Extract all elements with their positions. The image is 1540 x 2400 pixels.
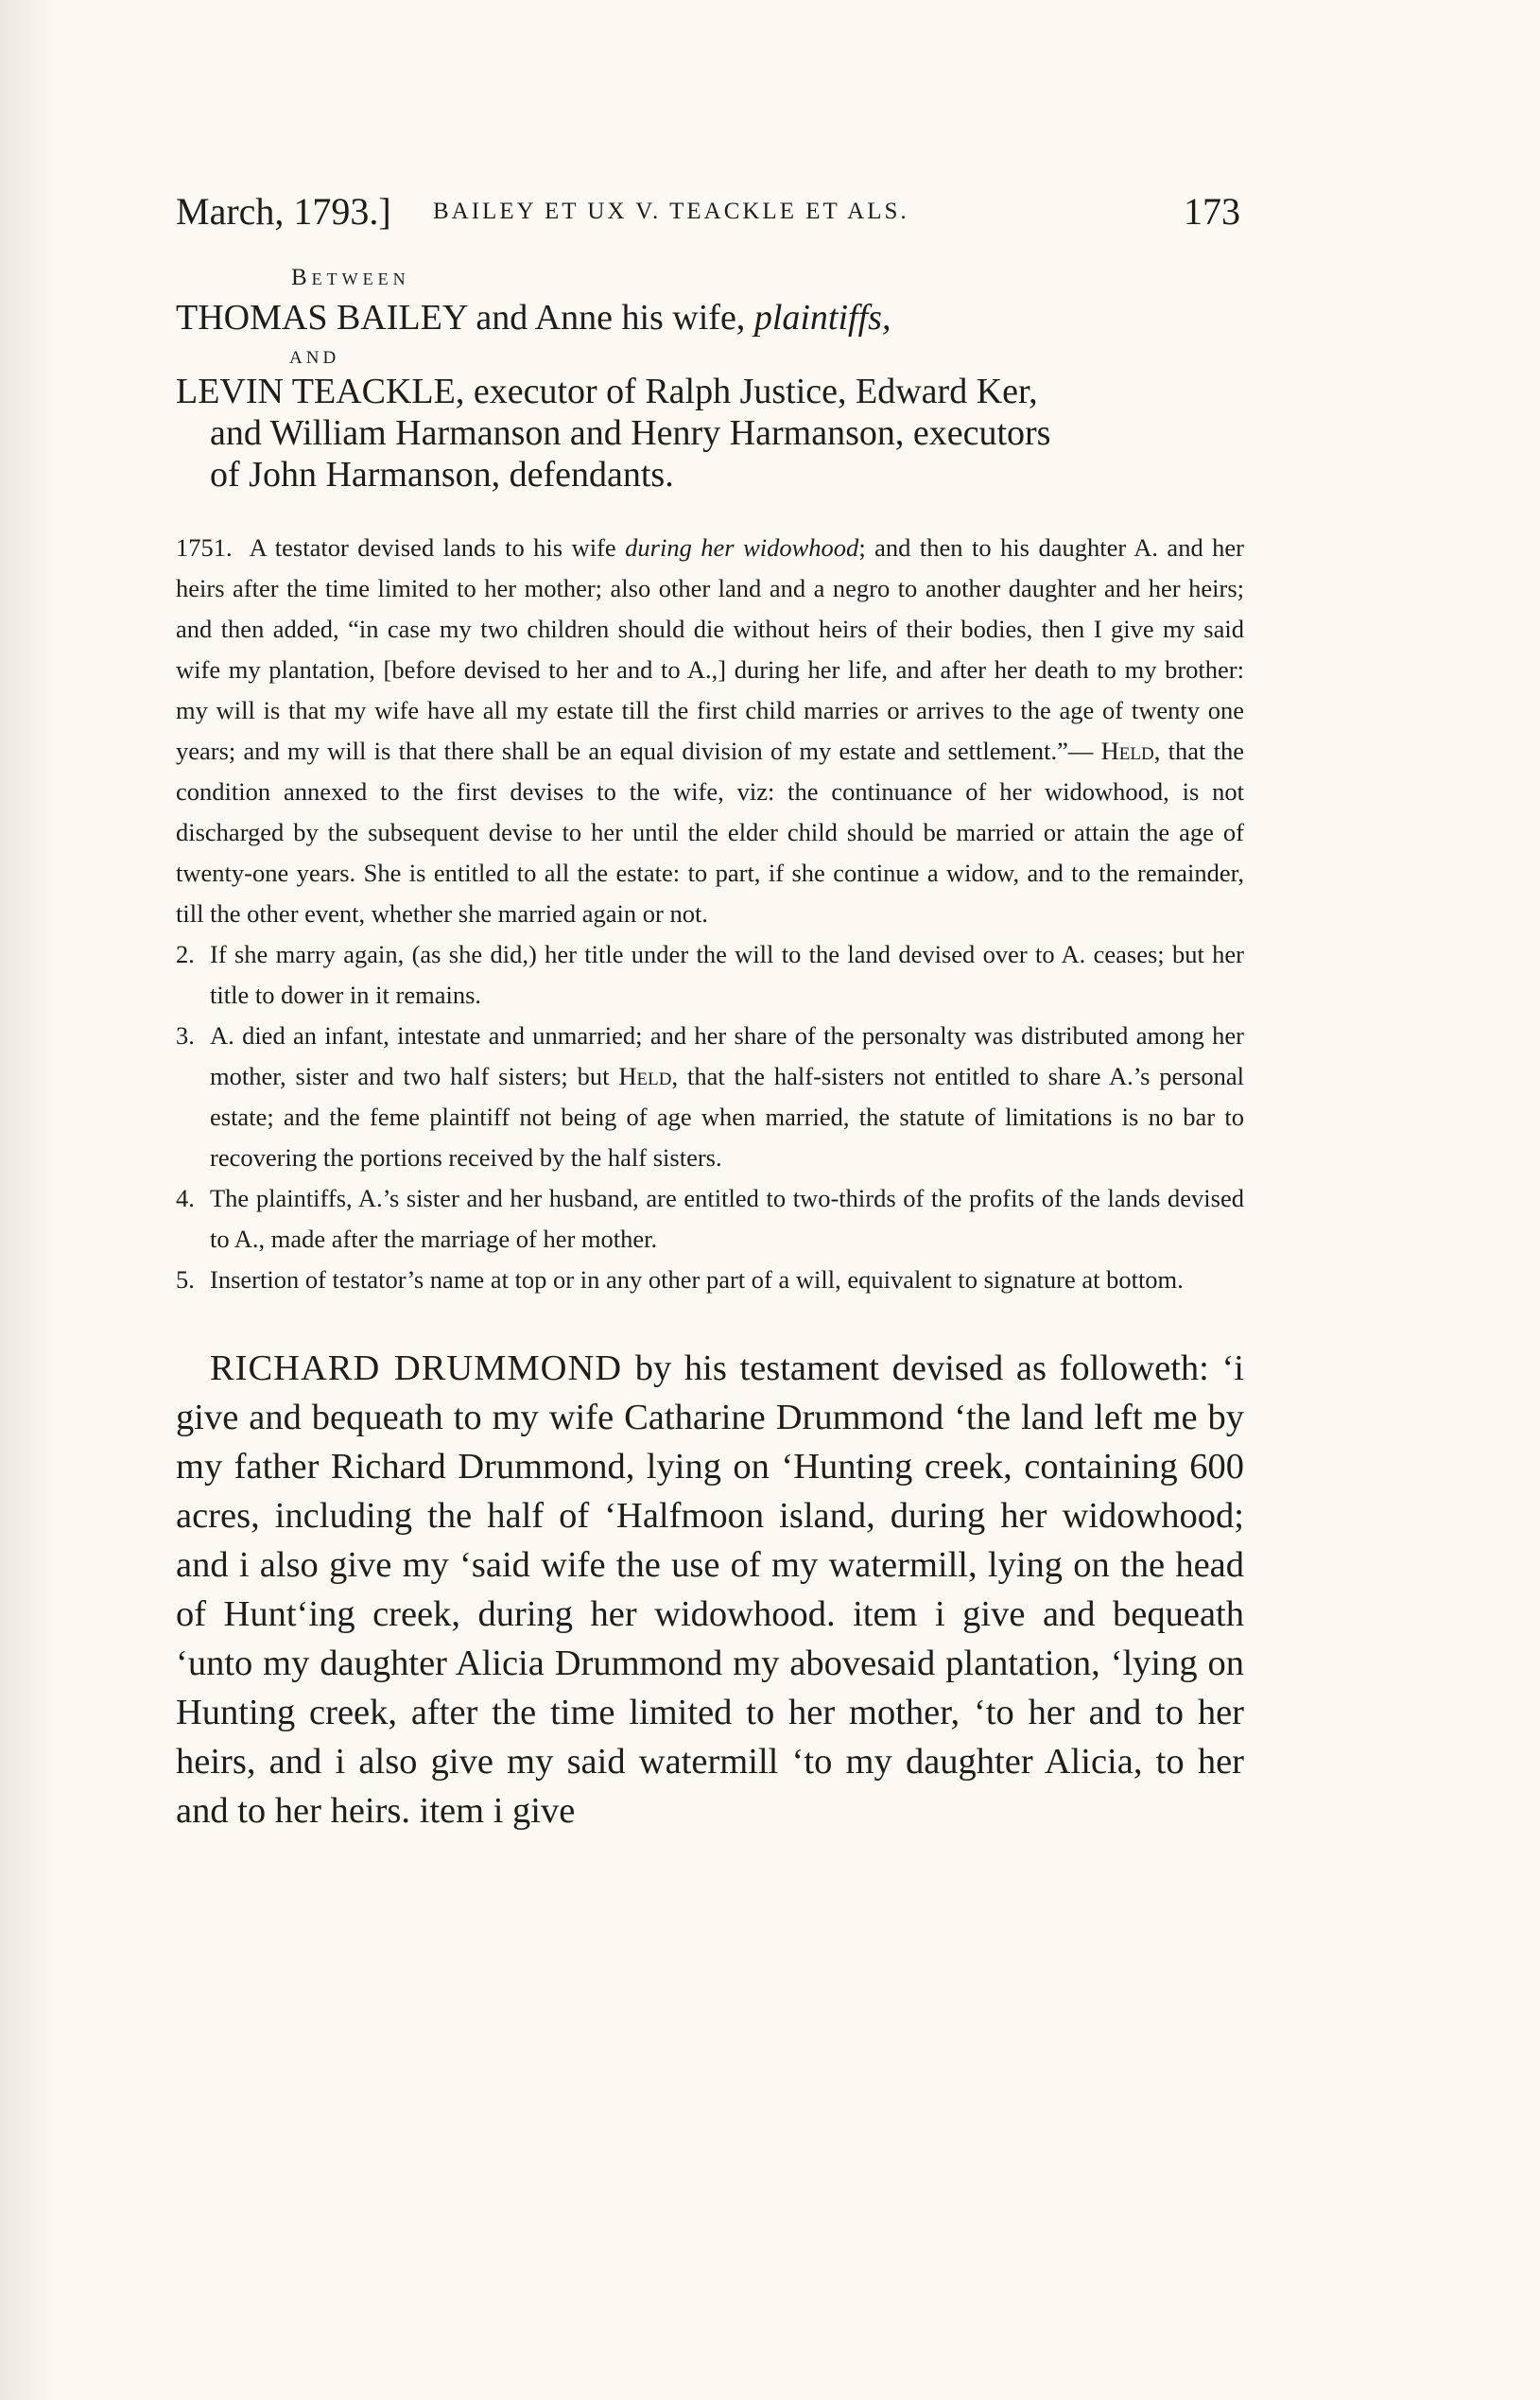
syllabus-text: A testator devised lands to his wife bbox=[249, 533, 616, 562]
syllabus-text: ; and then to his daughter A. and her heirs after the time limited to her mother; also other land and a negro to another daughter and her heirs; and then added, “in case my two children should die without heirs of their bodies, then I give my said wife my plantation, [before devised to her and to A.,] during her life, and after her death to my brother: my will is that my wife have all my estate till the first child marries or arrives to the age of twenty one years; and my will is that there shall be an equal division of my estate and settlement.”— bbox=[176, 533, 1245, 765]
syllabus-number: 5. bbox=[176, 1265, 195, 1294]
syllabus-text: that the half-sisters not entitled to share A.’s personal estate; and the feme plaintiff not being of age when married, the statute of limitations is no bar to recovering the portions received by the half sisters. bbox=[210, 1062, 1245, 1172]
syllabus-text: Insertion of testator’s name at top or in any other part of a will, equivalent to signature at bottom. bbox=[210, 1265, 1184, 1294]
defendants-line-1: LEVIN TEACKLE, executor of Ralph Justice, Edward Ker, bbox=[176, 372, 1038, 411]
syllabus-number: 4. bbox=[176, 1184, 195, 1212]
syllabus-item-4 bbox=[176, 1178, 1244, 1260]
plaintiffs-role: plaintiffs, bbox=[753, 298, 891, 338]
syllabus-text: The plaintiffs, A.’s sister and her husband, are entitled to two-thirds of the profits of the lands devised to A., made after the marriage of her mother. bbox=[210, 1184, 1244, 1253]
syllabus-text: A. died an infant, intestate and unmarried; and her share of the personalty was distributed among her mother, sister and two half sisters; but bbox=[210, 1021, 1244, 1090]
syllabus-emphasis: during her widowhood bbox=[625, 533, 859, 562]
syllabus-number: 1751. bbox=[176, 533, 233, 562]
caption-between: Between bbox=[291, 265, 410, 290]
caption-defendants bbox=[176, 371, 1244, 496]
caption-plaintiffs bbox=[176, 297, 1244, 339]
syllabus-number: 2. bbox=[176, 940, 195, 968]
opinion-text: by his testament devised as followeth: ‘i give and bequeath to my wife Catharine Drummond ‘the land left me by my father Richard Drummond, lying on ‘Hunting creek, containing 600 acres, including the half of ‘Halfmoon island, during her widowhood; and i also give my ‘said wife the use of my watermill, lying on the head of Hunt‘ing creek, during her widowhood. item i give and bequeath ‘unto my daughter Alicia Drummond my abovesaid plantation, ‘lying on Hunting creek, after the time limited to her mother, ‘to her and to her heirs, and i also give my said watermill ‘to my daughter Alicia, to her and to her heirs. item i give bbox=[176, 1348, 1245, 1831]
running-head bbox=[176, 180, 1244, 246]
syllabus-item-2 bbox=[176, 934, 1244, 1016]
syllabus-item-3 bbox=[176, 1016, 1244, 1178]
running-head-title: BAILEY ET UX V. TEACKLE ET ALS. bbox=[433, 199, 909, 224]
syllabus-item-5 bbox=[176, 1260, 1244, 1300]
page-content bbox=[176, 180, 1244, 1872]
opinion-paragraph bbox=[176, 1344, 1244, 1835]
syllabus-item-1 bbox=[176, 528, 1244, 934]
syllabus-held: Held, bbox=[618, 1062, 679, 1090]
defendants-role: defendants. bbox=[509, 455, 674, 495]
running-head-date: March, 1793.] bbox=[176, 190, 391, 233]
syllabus bbox=[176, 528, 1244, 1300]
page-number: 173 bbox=[1184, 190, 1240, 233]
plaintiffs-names: THOMAS BAILEY and Anne his wife, bbox=[176, 298, 746, 338]
defendants-line-3-text: of John Harmanson, bbox=[210, 455, 501, 495]
syllabus-number: 3. bbox=[176, 1021, 195, 1050]
syllabus-text: If she marry again, (as she did,) her title under the will to the land devised over to A. ceases; but her title to dower in it remains. bbox=[210, 940, 1244, 1009]
syllabus-held: Held, bbox=[1100, 737, 1161, 765]
caption-and: AND bbox=[289, 348, 340, 368]
opinion-lead: RICHARD DRUMMOND bbox=[210, 1348, 623, 1388]
syllabus-text: that the condition annexed to the first devises to the wife, viz: the continuance of her widowhood, is not discharged by the subsequent devise to her until the elder child should be married or attain the age of twenty-one years. She is entitled to all the estate: to part, if she continue a widow, and to the remainder, till the other event, whether she married again or not. bbox=[176, 737, 1244, 928]
defendants-line-2: and William Harmanson and Henry Harmanson, executors bbox=[210, 413, 1051, 453]
defendants-line-3 bbox=[176, 454, 1244, 496]
page-edge-shadow bbox=[0, 0, 57, 2400]
